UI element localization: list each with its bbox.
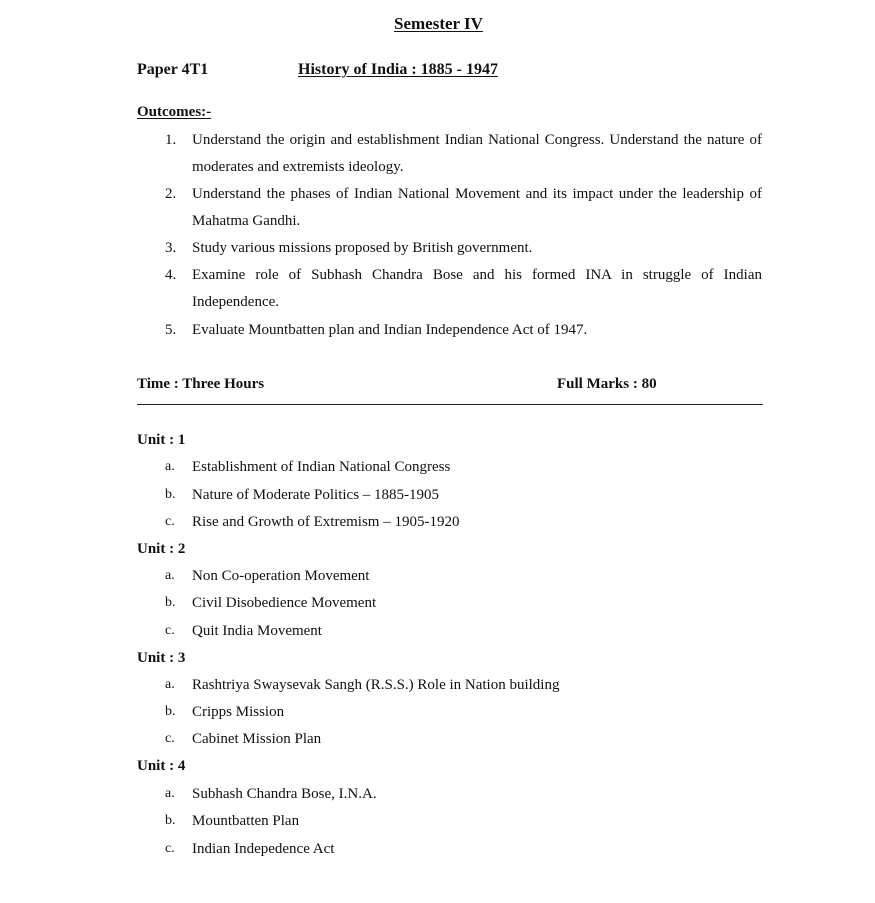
topic-letter: c. bbox=[165, 514, 175, 529]
semester-heading: Semester IV bbox=[394, 14, 483, 33]
topic-text: Indian Indepedence Act bbox=[192, 841, 335, 857]
topic-text: Civil Disobedience Movement bbox=[192, 595, 377, 611]
outcome-text: Study various missions proposed by British government. bbox=[192, 240, 533, 256]
topic-letter: b. bbox=[165, 813, 176, 828]
outcome-number: 4. bbox=[165, 267, 177, 283]
outcome-item bbox=[165, 235, 762, 262]
topic-text: Mountbatten Plan bbox=[192, 813, 300, 829]
outcome-number: 3. bbox=[165, 240, 177, 256]
paper-code: Paper 4T1 bbox=[137, 61, 209, 78]
exam-time: Time : Three Hours bbox=[137, 376, 265, 392]
unit-heading: Unit : 1 bbox=[137, 432, 186, 448]
unit-heading: Unit : 4 bbox=[137, 758, 186, 774]
topic-text: Cripps Mission bbox=[192, 704, 285, 720]
topic-text: Rise and Growth of Extremism – 1905-1920 bbox=[192, 514, 460, 530]
topic-letter: c. bbox=[165, 623, 175, 638]
topic-letter: b. bbox=[165, 595, 176, 610]
outcome-item bbox=[165, 262, 762, 316]
paper-title: History of India : 1885 - 1947 bbox=[298, 61, 498, 78]
topic-letter: a. bbox=[165, 568, 175, 583]
outcome-item bbox=[165, 127, 762, 181]
outcome-text: Evaluate Mountbatten plan and Indian Independence Act of 1947. bbox=[192, 322, 588, 338]
unit-heading: Unit : 2 bbox=[137, 541, 186, 557]
outcome-text: Examine role of Subhash Chandra Bose and his formed INA in struggle of Indian Independence. bbox=[192, 267, 762, 310]
outcome-item bbox=[165, 181, 762, 235]
topic-text: Non Co-operation Movement bbox=[192, 568, 370, 584]
outcome-number: 5. bbox=[165, 322, 177, 338]
topic-text: Cabinet Mission Plan bbox=[192, 731, 322, 747]
topic-text: Rashtriya Swaysevak Sangh (R.S.S.) Role in Nation building bbox=[192, 677, 560, 693]
outcome-item bbox=[165, 317, 762, 344]
topic-letter: c. bbox=[165, 731, 175, 746]
topic-letter: b. bbox=[165, 704, 176, 719]
outcome-text: Understand the phases of Indian National Movement and its impact under the leadership of Mahatma Gandhi. bbox=[192, 186, 762, 229]
topic-text: Nature of Moderate Politics – 1885-1905 bbox=[192, 487, 440, 503]
outcomes-heading: Outcomes:- bbox=[137, 104, 212, 120]
unit-heading: Unit : 3 bbox=[137, 650, 186, 666]
topic-text: Quit India Movement bbox=[192, 623, 322, 639]
topic-letter: a. bbox=[165, 677, 175, 692]
outcome-text: Understand the origin and establishment Indian National Congress. Understand the nature of moderates and extremists ideology. bbox=[192, 132, 762, 175]
full-marks: Full Marks : 80 bbox=[557, 376, 657, 392]
topic-letter: a. bbox=[165, 786, 175, 801]
topic-text: Establishment of Indian National Congress bbox=[192, 459, 451, 475]
topic-letter: c. bbox=[165, 841, 175, 856]
divider bbox=[137, 404, 763, 405]
outcome-number: 2. bbox=[165, 186, 177, 202]
topic-text: Subhash Chandra Bose, I.N.A. bbox=[192, 786, 377, 802]
topic-letter: b. bbox=[165, 487, 176, 502]
outcome-number: 1. bbox=[165, 132, 177, 148]
topic-letter: a. bbox=[165, 459, 175, 474]
